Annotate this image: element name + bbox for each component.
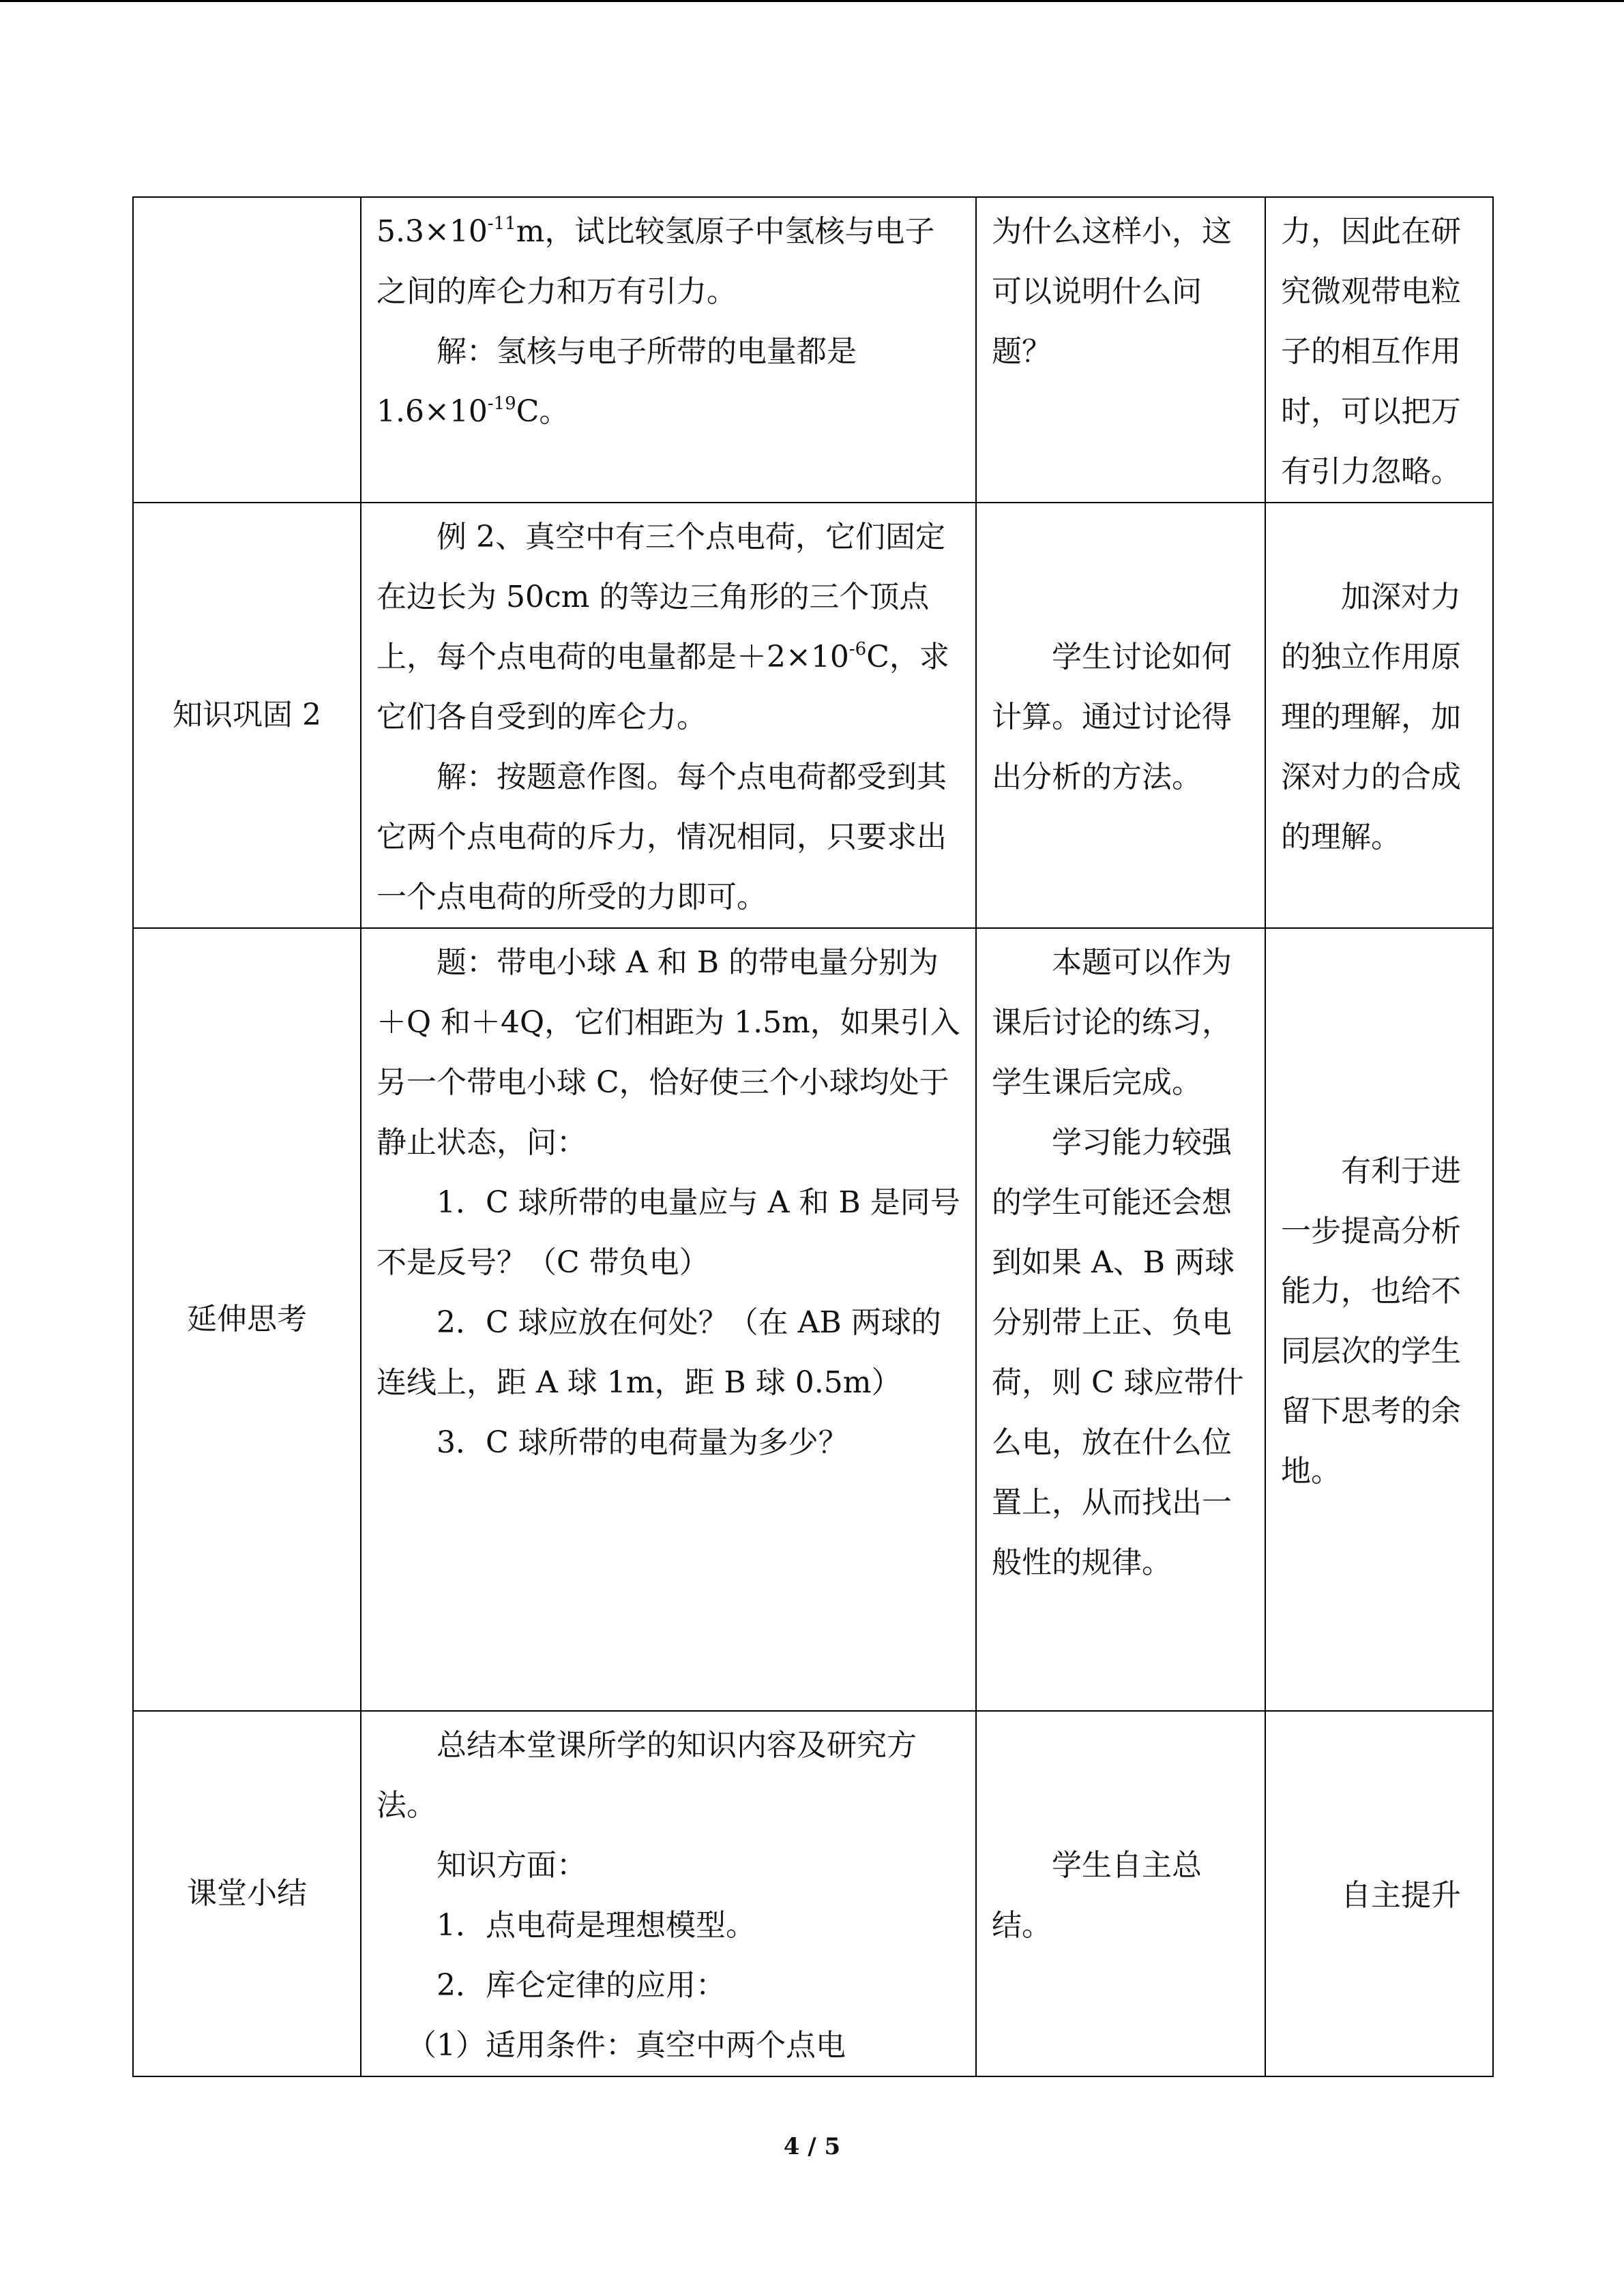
table-row <box>133 1711 1493 2076</box>
stage-cell <box>133 503 361 928</box>
design-intent-cell <box>1265 928 1493 1711</box>
stage-cell <box>133 1711 361 2076</box>
student-activity-cell <box>976 928 1265 1711</box>
student-activity-cell <box>976 1711 1265 2076</box>
content-paragraph: 1．C 球所带的电量应与 A 和 B 是同号不是反号？（C 带负电） <box>377 1185 960 1280</box>
content-cell <box>361 928 976 1711</box>
content-cell <box>361 503 976 928</box>
content-paragraph: 知识方面： <box>437 1848 587 1883</box>
student-activity-text: 本题可以作为课后讨论的练习，学生课后完成。 <box>992 945 1232 1100</box>
design-intent-cell <box>1265 503 1493 928</box>
stage-label: 知识巩固 2 <box>173 698 321 732</box>
design-intent-text: 有利于进一步提高分析能力，也给不同层次的学生留下思考的余地。 <box>1281 1154 1461 1489</box>
content-paragraph: 解：按题意作图。每个点电荷都受到其它两个点电荷的斥力，情况相同，只要求出一个点电荷的所受的力即可。 <box>377 760 947 914</box>
design-intent-text: 力，因此在研究微观带电粒子的相互作用时，可以把万有引力忽略。 <box>1281 214 1461 489</box>
content-paragraph: 总结本堂课所学的知识内容及研究方法。 <box>377 1728 917 1823</box>
content-paragraph: 3．C 球所带的电荷量为多少？ <box>437 1425 848 1460</box>
student-activity-cell <box>976 197 1265 503</box>
design-intent-cell <box>1265 1711 1493 2076</box>
student-activity-text: 学习能力较强的学生可能还会想到如果 A、B 两球分别带上正、负电荷，则 C 球应带什么电，放在什么位置上，从而找出一般性的规律。 <box>992 1125 1244 1580</box>
content-paragraph: 1．点电荷是理想模型。 <box>437 1908 756 1943</box>
stage-cell <box>133 928 361 1711</box>
design-intent-text: 自主提升 <box>1341 1878 1461 1913</box>
content-cell <box>361 1711 976 2076</box>
student-activity-text: 学生讨论如何计算。通过讨论得出分析的方法。 <box>992 640 1232 794</box>
content-paragraph: 2．C 球应放在何处？（在 AB 两球的连线上，距 A 球 1m，距 B 球 0.5m） <box>377 1305 941 1400</box>
content-cell <box>361 197 976 503</box>
content-paragraph: $5.3\times 10^{-11}m$，试比较氢原子中氢核与电子之间的库仑力和万有引力。 <box>377 213 935 309</box>
content-paragraph: （1）适用条件：真空中两个点电 <box>407 2028 846 2063</box>
design-intent-cell <box>1265 197 1493 503</box>
page-top-border <box>0 0 1624 2</box>
student-activity-cell <box>976 503 1265 928</box>
page-number: 4 / 5 <box>783 2133 841 2160</box>
design-intent-text: 加深对力的独立作用原理的理解，加深对力的合成的理解。 <box>1281 580 1461 854</box>
content-paragraph: 2．库仑定律的应用： <box>437 1968 726 2003</box>
student-activity-text: 学生自主总结。 <box>992 1848 1202 1943</box>
table-row <box>133 503 1493 928</box>
stage-label: 课堂小结 <box>187 1876 307 1911</box>
table-row <box>133 197 1493 503</box>
stage-cell <box>133 197 361 503</box>
lesson-plan-table <box>132 196 1494 2077</box>
stage-label: 延伸思考 <box>187 1302 307 1337</box>
content-paragraph: 题：带电小球 A 和 B 的带电量分别为＋Q 和＋4Q，它们相距为 1.5m，如果引入另一个带电小球 C，恰好使三个小球均处于静止状态，问： <box>377 945 960 1160</box>
student-activity-text: 为什么这样小，这可以说明什么问题？ <box>992 214 1232 369</box>
table-row <box>133 928 1493 1711</box>
content-paragraph: 解：氢核与电子所带的电量都是 $1.6\times 10^{-19}C$。 <box>377 334 857 429</box>
content-paragraph: 例 2、真空中有三个点电荷，它们固定在边长为 50cm 的等边三角形的三个顶点上，每个点电荷的电量都是$+2\times 10^{-6}C$，求它们各自受到的库仑力。 <box>377 520 949 734</box>
